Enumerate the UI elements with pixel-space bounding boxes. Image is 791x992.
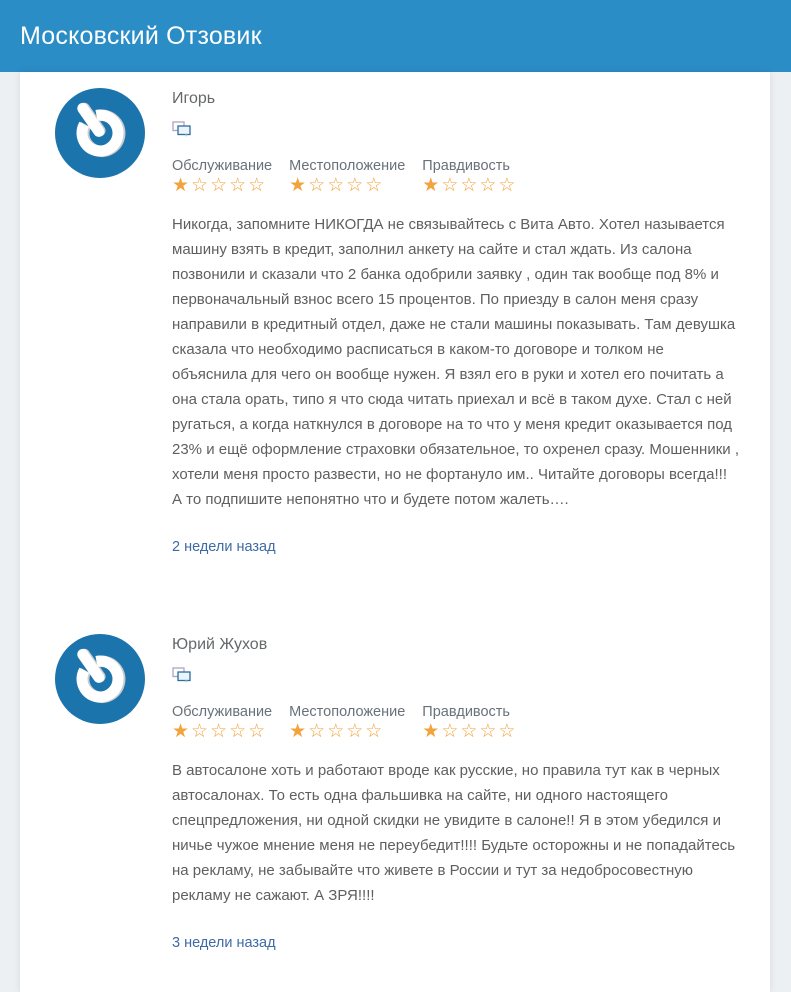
review-author: Игорь xyxy=(172,90,216,107)
review-author: Юрий Жухов xyxy=(172,636,268,653)
comments-icon[interactable] xyxy=(172,667,192,684)
rating-location xyxy=(289,158,405,195)
rating-service xyxy=(172,704,272,741)
review-body xyxy=(172,634,740,952)
avatar xyxy=(55,88,145,178)
star-rating: ★☆☆☆☆ xyxy=(422,175,518,196)
rating-service xyxy=(172,158,272,195)
review-card xyxy=(55,634,740,952)
site-header xyxy=(0,0,791,72)
ratings-row xyxy=(172,704,740,741)
rating-label: Местоположение xyxy=(289,158,406,174)
page-title: Московский Отзовик xyxy=(20,21,262,50)
review-text: В автосалоне хоть и работают вроде как русские, но правила тут как в черных автосалонах. То есть одна фальшивка на сайте, ни одного настоящего спецпредложения, ни одной скидки не увидите в салоне!! Я в этом убедился и ничье чужое мнение меня не переубедит!!!! Будьте осторожны и не попадайтесь на рекламу, не забывайте что живете в России и тут за недобросовестную рекламу не сажают. А ЗРЯ!!!! xyxy=(172,762,736,904)
rating-location xyxy=(289,704,405,741)
star-rating: ★☆☆☆☆ xyxy=(289,175,385,196)
star-rating: ★☆☆☆☆ xyxy=(172,175,268,196)
rating-label: Обслуживание xyxy=(172,158,273,174)
review-text: Никогда, запомните НИКОГДА не связывайтесь с Вита Авто. Хотел называется машину взять в кредит, заполнил анкету на сайте и стал ждать. Из салона позвонили и сказали что 2 банка одобрили заявку , один так вообще под 8% и первоначальный взнос всего 15 процентов. По приезду в салон меня сразу направили в кредитный отдел, даже не стали машины показывать. Там девушка сказала что необходимо расписаться в каком-то договоре и толком не объяснила для чего он вообще нужен. Я взял его в руки и хотел его почитать а она стала орать, типо я что сюда читать приехал и всё в таком духе. Стал с ней ругаться, а когда наткнулся в договоре на то что у меня кредит оказывается под 23% и ещё оформление страховки обязательное, то охренел сразу. Мошенники , хотели меня просто развести, но не фортануло им.. Читайте договоры всегда!!! А то подпишите непонятно что и будете потом жалеть…. xyxy=(172,216,739,508)
power-logo-icon xyxy=(55,88,145,178)
star-rating: ★☆☆☆☆ xyxy=(422,721,518,742)
ratings-row xyxy=(172,158,740,195)
rating-truthfulness xyxy=(422,158,517,195)
rating-label: Правдивость xyxy=(422,158,510,174)
review-date-link[interactable]: 3 недели назад xyxy=(172,935,276,951)
rating-label: Правдивость xyxy=(422,704,510,720)
review-date-link[interactable]: 2 недели назад xyxy=(172,539,276,555)
star-rating: ★☆☆☆☆ xyxy=(172,721,268,742)
review-card xyxy=(55,88,740,556)
rating-truthfulness xyxy=(422,704,517,741)
avatar xyxy=(55,634,145,724)
rating-label: Обслуживание xyxy=(172,704,273,720)
power-logo-icon xyxy=(55,634,145,724)
rating-label: Местоположение xyxy=(289,704,406,720)
review-body xyxy=(172,88,740,556)
reviews-list xyxy=(20,72,770,992)
comments-icon[interactable] xyxy=(172,121,192,138)
star-rating: ★☆☆☆☆ xyxy=(289,721,385,742)
